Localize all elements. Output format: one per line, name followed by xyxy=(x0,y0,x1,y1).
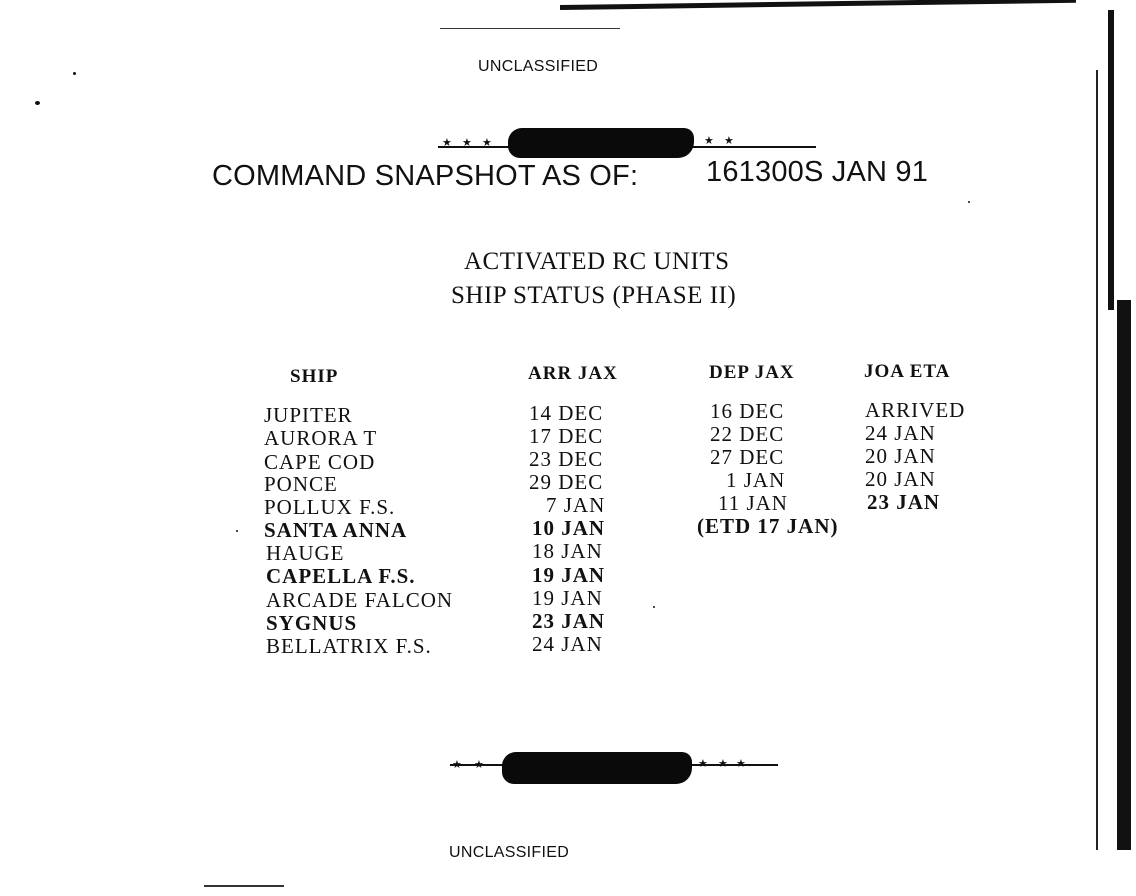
star-icon: ★ xyxy=(482,136,492,149)
scan-edge-top xyxy=(560,0,1076,10)
scan-speck xyxy=(73,72,76,75)
star-icon: ★ xyxy=(718,757,728,770)
classification-top: UNCLASSIFIED xyxy=(478,58,599,75)
cell-arr-jax: 7 JAN xyxy=(546,493,606,517)
scan-edge-right xyxy=(1117,300,1131,850)
scan-edge-right-thin xyxy=(1096,70,1098,850)
star-icon: ★ xyxy=(724,134,734,147)
scan-speck xyxy=(968,201,970,203)
column-header-dep-jax: DEP JAX xyxy=(709,362,795,383)
classification-bottom: UNCLASSIFIED xyxy=(449,844,570,861)
cell-arr-jax: 18 JAN xyxy=(532,539,603,563)
column-header-joa-eta: JOA ETA xyxy=(864,361,951,382)
heading-ship-status: SHIP STATUS (PHASE II) xyxy=(451,282,737,309)
star-icon: ★ xyxy=(474,758,484,771)
scan-speck xyxy=(653,606,655,608)
snapshot-label: COMMAND SNAPSHOT AS OF: xyxy=(212,160,639,192)
redaction-block xyxy=(508,128,694,158)
cell-joa-eta: 20 JAN xyxy=(865,444,936,468)
cell-arr-jax: 23 JAN xyxy=(532,609,606,633)
cell-dep-jax: 11 JAN xyxy=(718,491,788,515)
cell-dep-jax: 27 DEC xyxy=(710,445,785,469)
scan-speck xyxy=(35,101,40,105)
cell-ship: CAPE COD xyxy=(264,450,376,474)
cell-joa-eta: 20 JAN xyxy=(865,467,936,491)
column-header-ship: SHIP xyxy=(290,366,339,387)
scan-edge-top-thin xyxy=(440,28,620,29)
cell-ship: POLLUX F.S. xyxy=(264,495,396,519)
cell-arr-jax: 17 DEC xyxy=(529,424,604,448)
cell-arr-jax: 23 DEC xyxy=(529,447,604,471)
cell-ship: PONCE xyxy=(264,472,338,496)
cell-dep-jax: (ETD 17 JAN) xyxy=(697,514,839,538)
cell-arr-jax: 19 JAN xyxy=(532,563,606,587)
cell-joa-eta: ARRIVED xyxy=(865,398,966,422)
scan-speck xyxy=(236,530,238,532)
cell-arr-jax: 29 DEC xyxy=(529,470,604,494)
cell-joa-eta: 24 JAN xyxy=(865,421,936,445)
cell-ship: SYGNUS xyxy=(266,611,358,635)
cell-dep-jax: 16 DEC xyxy=(710,399,785,423)
cell-ship: JUPITER xyxy=(264,403,353,427)
redaction-block xyxy=(502,752,692,784)
star-icon: ★ xyxy=(452,758,462,771)
cell-ship: ARCADE FALCON xyxy=(266,588,454,612)
star-icon: ★ xyxy=(442,136,452,149)
cell-ship: BELLATRIX F.S. xyxy=(266,634,432,658)
column-header-arr-jax: ARR JAX xyxy=(528,363,618,384)
star-icon: ★ xyxy=(698,757,708,770)
cell-dep-jax: 1 JAN xyxy=(726,468,786,492)
cell-ship: AURORA T xyxy=(264,426,378,450)
page-title xyxy=(212,156,929,193)
scan-edge-right-upper xyxy=(1108,10,1114,310)
star-icon: ★ xyxy=(736,757,746,770)
cell-arr-jax: 14 DEC xyxy=(529,401,604,425)
star-icon: ★ xyxy=(704,134,714,147)
cell-ship: HAUGE xyxy=(266,541,345,565)
cell-arr-jax: 10 JAN xyxy=(532,516,606,540)
cell-ship: CAPELLA F.S. xyxy=(266,564,416,588)
redacted-marking-bottom xyxy=(450,750,778,786)
cell-ship: SANTA ANNA xyxy=(264,518,408,542)
date-time-group: 161300S JAN 91 xyxy=(706,156,929,188)
heading-activated-units: ACTIVATED RC UNITS xyxy=(464,248,730,275)
scan-edge-bottom xyxy=(204,885,284,887)
cell-arr-jax: 19 JAN xyxy=(532,586,603,610)
cell-dep-jax: 22 DEC xyxy=(710,422,785,446)
star-icon: ★ xyxy=(462,136,472,149)
cell-joa-eta: 23 JAN xyxy=(867,490,941,514)
cell-arr-jax: 24 JAN xyxy=(532,632,603,656)
